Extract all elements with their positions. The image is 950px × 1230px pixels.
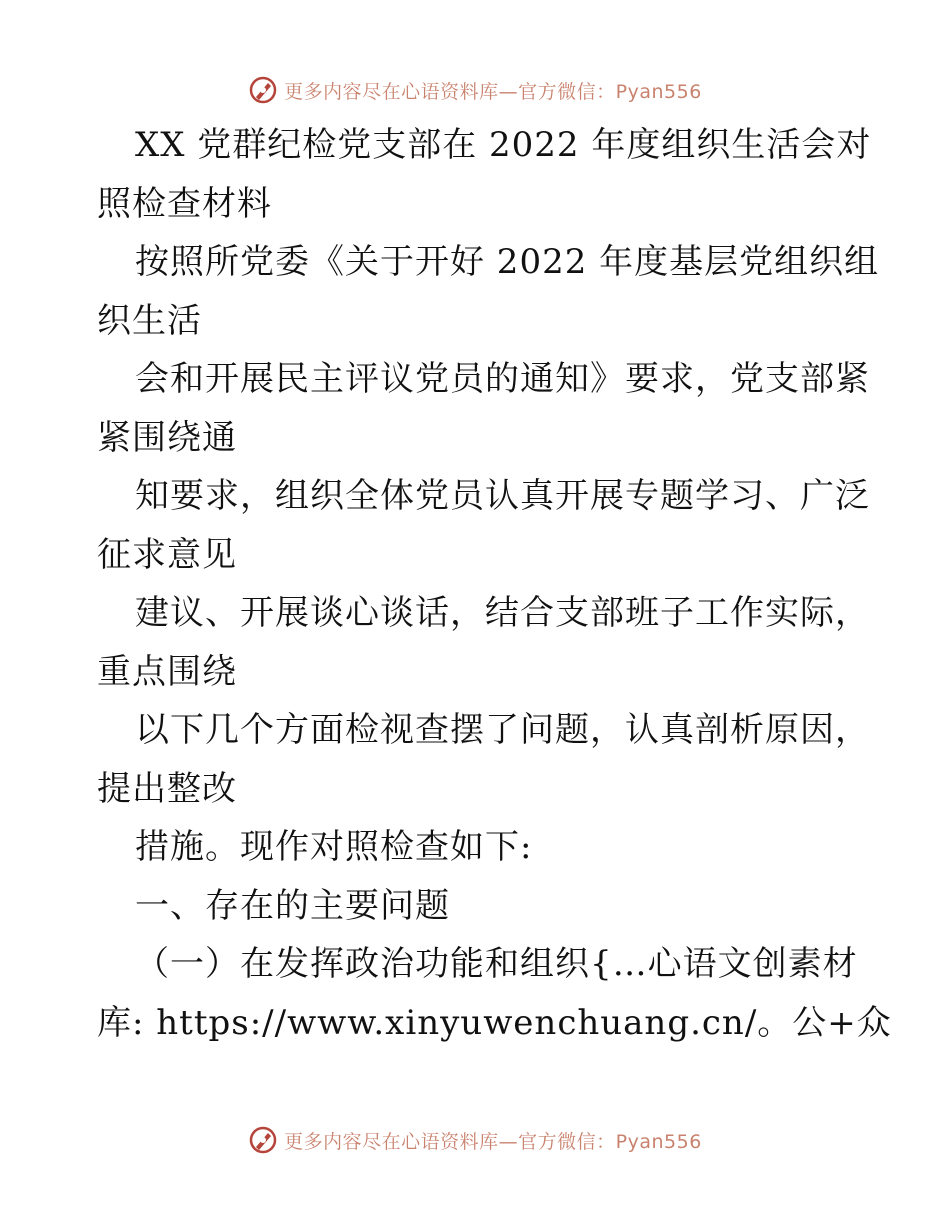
- footer-watermark-banner: [0, 1120, 950, 1160]
- document-body: [97, 116, 892, 1052]
- subsection-heading: （一）在发挥政治功能和组织{…心语文创素材: [135, 944, 858, 984]
- doc-title-line-1: XX 党群纪检党支部在 2022 年度组织生活会对: [135, 125, 872, 165]
- paragraph-line: 织生活: [97, 300, 202, 341]
- pen-logo-icon: [248, 75, 278, 105]
- paragraph-line: 以下几个方面检视查摆了问题，认真剖析原因，: [135, 710, 870, 750]
- paragraph-line: 知要求，组织全体党员认真开展专题学习、广泛: [135, 476, 870, 516]
- header-watermark-text: 更多内容尽在心语资料库—官方微信：Pyan556: [284, 80, 702, 103]
- paragraph-line: 紧围绕通: [97, 417, 237, 458]
- paragraph-line: 措施。现作对照检查如下:: [135, 827, 533, 867]
- footer-watermark-text: 更多内容尽在心语资料库—官方微信：Pyan556: [284, 1130, 702, 1153]
- paragraph-line: 提出整改: [97, 768, 237, 809]
- paragraph-line: 建议、开展谈心谈话，结合支部班子工作实际，: [135, 593, 870, 633]
- header-watermark-banner: [0, 70, 950, 110]
- paragraph-line: 按照所党委《关于开好 2022 年度基层党组织组: [135, 242, 880, 282]
- paragraph-line: 重点围绕: [97, 651, 237, 692]
- doc-title-line-2: 照检查材料: [97, 183, 272, 224]
- pen-logo-icon: [248, 1125, 278, 1155]
- source-url-line: 库: https://www.xinyuwenchuang.cn/。公+众: [97, 1002, 892, 1043]
- paragraph-line: 会和开展民主评议党员的通知》要求，党支部紧: [135, 359, 870, 399]
- section-heading: 一、存在的主要问题: [135, 885, 450, 926]
- paragraph-line: 征求意见: [97, 534, 237, 575]
